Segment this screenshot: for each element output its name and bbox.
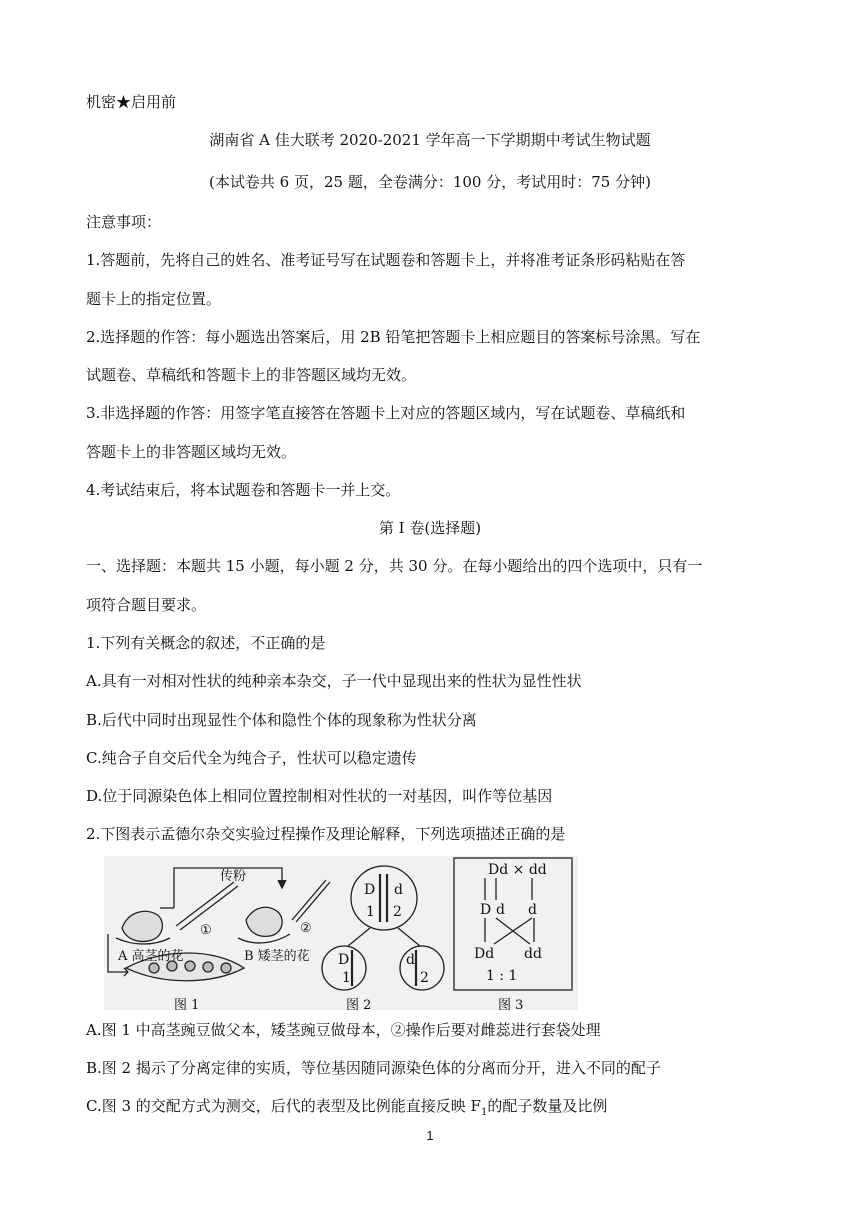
question-stem: 1.下列有关概念的叙述，不正确的是 <box>86 634 326 652</box>
fig1-pollen-label: 传粉 <box>220 869 247 884</box>
question-option: B.图 2 揭示了分离定律的实质，等位基因随同源染色体的分离而分开，进入不同的配子 <box>86 1059 661 1077</box>
option-c-subscript: 1 <box>480 1107 488 1118</box>
section-intro: 一、选择题：本题共 15 小题，每小题 2 分，共 30 分。在每小题给出的四个选项中，只有一 <box>86 557 703 575</box>
question-option: B.后代中同时出现显性个体和隐性个体的现象称为性状分离 <box>86 711 477 729</box>
fig2-gamete-number: 1 <box>342 970 351 986</box>
question-stem: 2.下图表示孟德尔杂交实验过程操作及理论解释，下列选项描述正确的是 <box>86 825 566 843</box>
question-option: D.位于同源染色体上相同位置控制相对性状的一对基因，叫作等位基因 <box>86 787 553 805</box>
notes-line: 答题卡上的非答题区域均无效。 <box>86 443 297 461</box>
fig2-caption: 图 2 <box>346 998 372 1013</box>
fig1-a-label: A 高茎的花 <box>118 949 184 964</box>
fig1-step1-label: ① <box>200 923 212 938</box>
exam-title: 湖南省 A 佳大联考 2020-2021 学年高一下学期期中考试生物试题 <box>209 131 651 149</box>
fig2-number-2: 2 <box>393 904 402 920</box>
page-number: 1 <box>426 1128 434 1143</box>
fig2-gamete-gene: d <box>406 952 415 968</box>
option-c-tail: 的配子数量及比例 <box>487 1097 608 1115</box>
exam-subtitle: (本试卷共 6 页，25 题，全卷满分：100 分，考试用时：75 分钟) <box>209 173 651 191</box>
fig2-gamete-gene: D <box>338 952 350 968</box>
fig1-b-label: B 矮茎的花 <box>244 949 310 964</box>
notes-line: 3.非选择题的作答：用签字笔直接答在答题卡上对应的答题区域内，写在试题卷、草稿纸和 <box>86 404 686 422</box>
figure-drawing <box>104 856 578 1010</box>
fig2-number-1: 1 <box>366 904 375 920</box>
secret-label: 机密★启用前 <box>86 93 177 111</box>
fig3-caption: 图 3 <box>498 998 524 1013</box>
option-c-text: C.图 3 的交配方式为测交，后代的表型及比例能直接反映 F <box>86 1097 481 1115</box>
fig1-caption: 图 1 <box>174 998 200 1013</box>
genetics-figure <box>104 856 578 1013</box>
fig3-gamete: d <box>496 902 505 918</box>
fig1-step2-label: ② <box>300 921 312 936</box>
notes-line: 2.选择题的作答：每小题选出答案后，用 2B 铅笔把答题卡上相应题目的答案标号涂黑。写在 <box>86 328 701 346</box>
question-option <box>86 1096 607 1123</box>
section-intro: 项符合题目要求。 <box>86 596 207 614</box>
fig2-gene-d-recessive: d <box>394 882 403 898</box>
question-option: A.具有一对相对性状的纯种亲本杂交，子一代中显现出来的性状为显性性状 <box>86 672 582 690</box>
section-title: 第 I 卷(选择题) <box>378 519 482 537</box>
notes-line: 4.考试结束后，将本试题卷和答题卡一并上交。 <box>86 481 401 499</box>
notes-line: 试题卷、草稿纸和答题卡上的非答题区域均无效。 <box>86 366 417 384</box>
fig3-gamete: D <box>480 902 492 918</box>
notes-line: 1.答题前，先将自己的姓名、准考证号写在试题卷和答题卡上，并将准考证条形码粘贴在答 <box>86 251 686 269</box>
question-option: C.纯合子自交后代全为纯合子，性状可以稳定遗传 <box>86 749 417 767</box>
question-option: A.图 1 中高茎豌豆做父本，矮茎豌豆做母本，②操作后要对雌蕊进行套袋处理 <box>86 1021 601 1039</box>
fig3-gamete: d <box>528 902 537 918</box>
fig2-gamete-number: 2 <box>420 970 429 986</box>
notes-line: 题卡上的指定位置。 <box>86 290 222 308</box>
fig3-offspring: Dd <box>474 946 495 962</box>
fig2-gene-d-dominant: D <box>364 882 376 898</box>
notes-heading: 注意事项： <box>86 213 162 231</box>
fig3-offspring: dd <box>524 946 542 962</box>
fig3-cross: Dd × dd <box>488 862 547 878</box>
fig3-ratio: 1 : 1 <box>486 968 518 984</box>
